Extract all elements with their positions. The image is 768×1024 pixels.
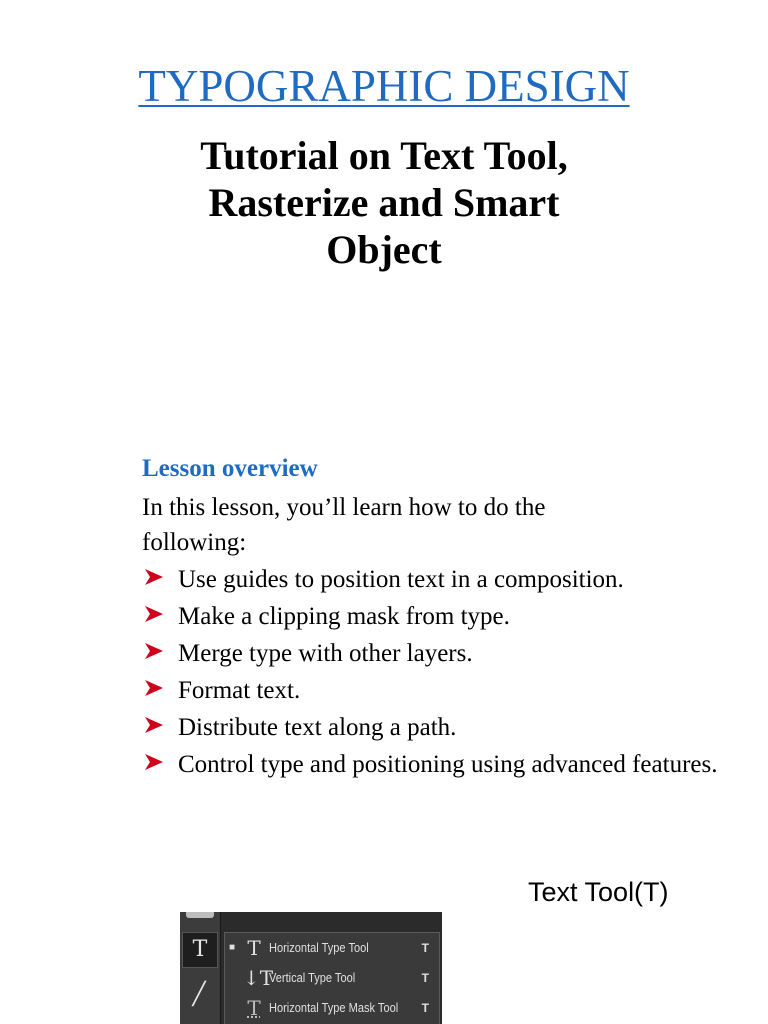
bullet-text: Distribute text along a path. bbox=[178, 714, 457, 741]
menu-item-horizontal-type-mask-tool[interactable] bbox=[225, 993, 439, 1023]
subtitle-line: Object bbox=[326, 227, 442, 272]
horizontal-type-mask-icon: T bbox=[247, 996, 261, 1020]
menu-item-label: Horizontal Type Mask Tool bbox=[269, 1000, 399, 1015]
bullet-item bbox=[142, 637, 722, 671]
sidebar-top-strip bbox=[186, 912, 214, 918]
brush-tool-icon[interactable]: ╱ bbox=[192, 982, 206, 1007]
type-tool-icon[interactable]: T bbox=[182, 932, 218, 968]
bullet-item bbox=[142, 711, 722, 745]
bullet-text: Make a clipping mask from type. bbox=[178, 603, 510, 630]
subtitle-line: Rasterize and Smart bbox=[208, 180, 560, 225]
menu-item-shortcut: T bbox=[421, 941, 429, 955]
arrow-bullet-icon bbox=[144, 678, 164, 698]
arrow-bullet-icon bbox=[144, 752, 164, 772]
bullet-text: Control type and positioning using advanced features. bbox=[178, 751, 718, 778]
bullet-text: Merge type with other layers. bbox=[178, 640, 473, 667]
type-tool-flyout-menu bbox=[224, 932, 440, 1024]
lesson-bullet-list bbox=[142, 563, 722, 785]
bullet-item bbox=[142, 748, 722, 782]
menu-item-vertical-type-tool[interactable] bbox=[225, 963, 439, 993]
arrow-bullet-icon bbox=[144, 641, 164, 661]
arrow-bullet-icon bbox=[144, 567, 164, 587]
menu-item-shortcut: T bbox=[421, 1001, 429, 1015]
document-title: TYPOGRAPHIC DESIGN bbox=[138, 61, 630, 111]
text-tool-caption: Text Tool(T) bbox=[528, 877, 669, 907]
subtitle-line: Tutorial on Text Tool, bbox=[200, 133, 568, 178]
menu-item-label: Vertical Type Tool bbox=[269, 970, 356, 985]
photoshop-tool-panel-screenshot bbox=[180, 912, 442, 1024]
menu-item-label: Horizontal Type Tool bbox=[269, 940, 369, 955]
vertical-type-icon: ↓T bbox=[243, 966, 274, 990]
menu-item-horizontal-type-tool[interactable] bbox=[225, 933, 439, 963]
arrow-bullet-icon bbox=[144, 604, 164, 624]
horizontal-type-icon: T bbox=[247, 936, 261, 960]
lesson-overview-heading: Lesson overview bbox=[142, 455, 318, 482]
bullet-text: Use guides to position text in a composition. bbox=[178, 566, 624, 593]
selected-indicator-icon: ■ bbox=[229, 942, 236, 953]
lesson-intro: In this lesson, you’ll learn how to do the following: bbox=[142, 494, 546, 556]
tools-sidebar bbox=[180, 912, 221, 1024]
arrow-bullet-icon bbox=[144, 715, 164, 735]
document-subtitle bbox=[0, 132, 768, 273]
bullet-item bbox=[142, 600, 722, 634]
menu-item-shortcut: T bbox=[421, 971, 429, 985]
bullet-text: Format text. bbox=[178, 677, 301, 704]
bullet-item bbox=[142, 674, 722, 708]
bullet-item bbox=[142, 563, 722, 597]
